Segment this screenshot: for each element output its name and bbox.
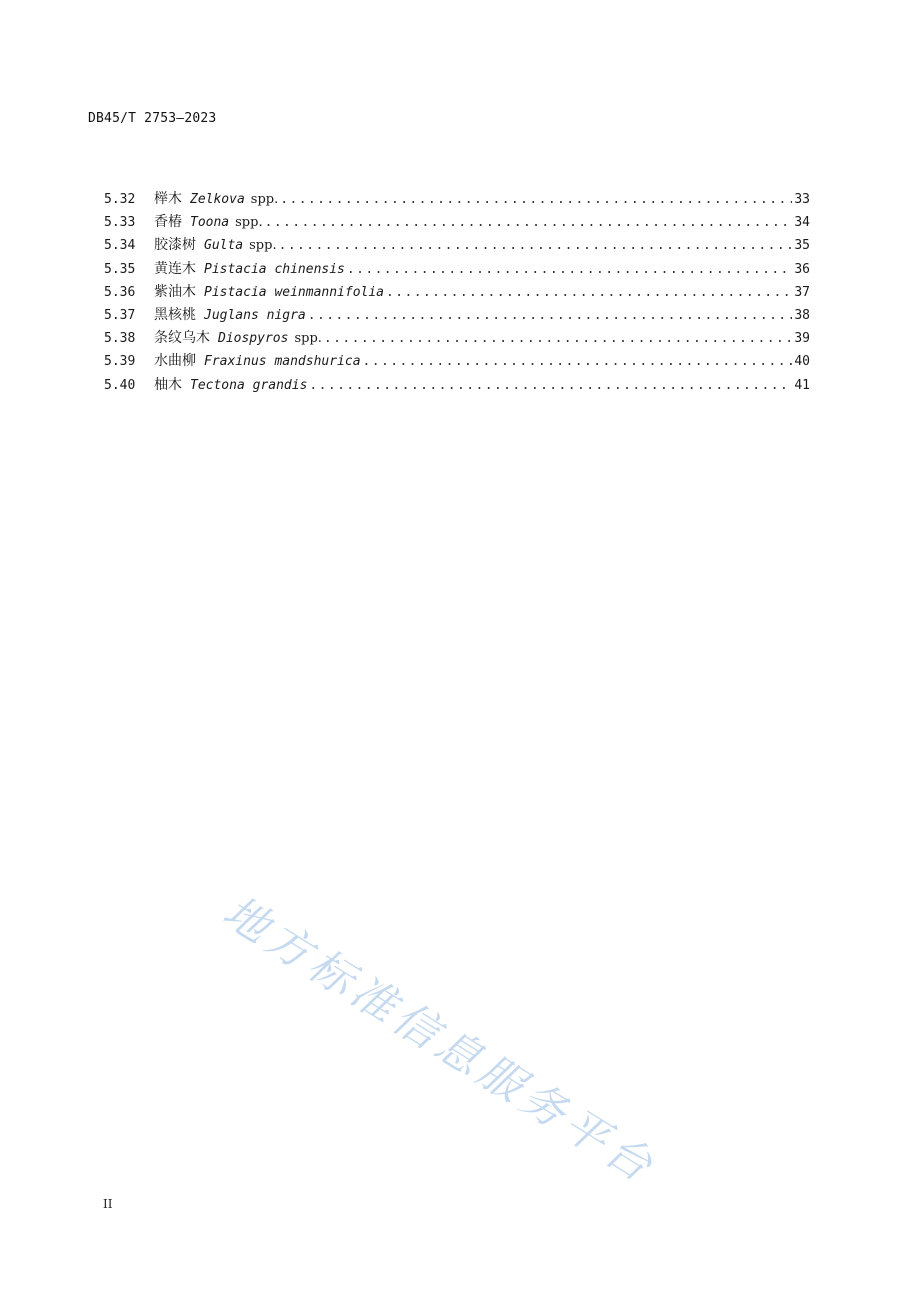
toc-entry-chinese-name: 黄连木: [154, 260, 196, 277]
toc-entry-5-40[interactable]: [104, 374, 810, 397]
toc-entry-chinese-name: 胶漆树: [154, 237, 196, 254]
toc-entry-latin-name: Gulta: [204, 238, 244, 254]
toc-entry-number: 5.38: [104, 331, 136, 347]
toc-entry-page: 34: [794, 215, 810, 231]
toc-entry-5-35[interactable]: [104, 258, 810, 281]
page-number: II: [103, 1197, 113, 1211]
toc-entry-latin-name: Diospyros: [218, 331, 289, 347]
toc-entry-page: 40: [794, 354, 810, 370]
toc-entry-number: 5.39: [104, 354, 136, 370]
toc-entry-5-32[interactable]: [104, 188, 810, 211]
toc-leader-dots: [363, 354, 793, 369]
toc-entry-number: 5.37: [104, 307, 136, 323]
toc-entry-spp: spp.: [249, 238, 277, 254]
toc-entry-5-39[interactable]: [104, 350, 810, 373]
toc-leader-dots: [309, 378, 792, 393]
toc-entry-latin-name: Pistacia chinensis: [204, 261, 345, 277]
table-of-contents: [104, 188, 810, 397]
toc-entry-latin-name: Juglans nigra: [204, 307, 306, 323]
toc-entry-number: 5.33: [104, 215, 136, 231]
toc-leader-dots: [386, 285, 792, 300]
toc-entry-page: 33: [794, 192, 810, 207]
toc-leader-dots: [279, 238, 793, 253]
toc-entry-number: 5.40: [104, 377, 136, 393]
toc-entry-chinese-name: 黑核桃: [154, 306, 196, 323]
toc-entry-page: 41: [794, 377, 810, 393]
toc-entry-chinese-name: 水曲柳: [154, 353, 196, 370]
toc-entry-5-34[interactable]: [104, 234, 810, 257]
toc-leader-dots: [265, 215, 793, 230]
toc-entry-chinese-name: 紫油木: [154, 283, 196, 300]
toc-entry-5-37[interactable]: [104, 304, 810, 327]
toc-entry-page: 39: [794, 331, 810, 347]
toc-leader-dots: [324, 331, 792, 346]
toc-leader-dots: [347, 262, 792, 277]
toc-entry-chinese-name: 柚木: [154, 376, 182, 393]
toc-entry-page: 35: [794, 238, 810, 254]
toc-entry-number: 5.35: [104, 261, 136, 277]
document-code: DB45/T 2753—2023: [88, 111, 217, 126]
toc-entry-page: 38: [794, 307, 810, 323]
toc-entry-latin-name: Zelkova: [190, 192, 245, 207]
toc-entry-chinese-name: 香椿: [154, 214, 182, 231]
toc-entry-5-33[interactable]: [104, 211, 810, 234]
toc-entry-page: 37: [794, 284, 810, 300]
toc-entry-number: 5.32: [104, 192, 136, 207]
toc-entry-spp: spp.: [235, 215, 263, 231]
toc-leader-dots: [280, 192, 792, 207]
toc-entry-chinese-name: 榉木: [154, 191, 182, 207]
toc-entry-5-36[interactable]: [104, 281, 810, 304]
toc-entry-page: 36: [794, 261, 810, 277]
toc-leader-dots: [308, 308, 793, 323]
toc-entry-chinese-name: 条纹乌木: [154, 330, 210, 347]
toc-entry-spp: spp.: [250, 192, 279, 207]
watermark: 地方标准信息服务平台: [214, 886, 666, 1195]
toc-entry-latin-name: Fraxinus mandshurica: [204, 354, 361, 370]
toc-entry-number: 5.36: [104, 284, 136, 300]
toc-entry-number: 5.34: [104, 238, 136, 254]
toc-entry-latin-name: Pistacia weinmannifolia: [204, 284, 385, 300]
toc-entry-latin-name: Tectona grandis: [190, 377, 308, 393]
toc-entry-spp: spp.: [294, 331, 322, 347]
toc-entry-latin-name: Toona: [190, 215, 230, 231]
toc-entry-5-38[interactable]: [104, 327, 810, 350]
